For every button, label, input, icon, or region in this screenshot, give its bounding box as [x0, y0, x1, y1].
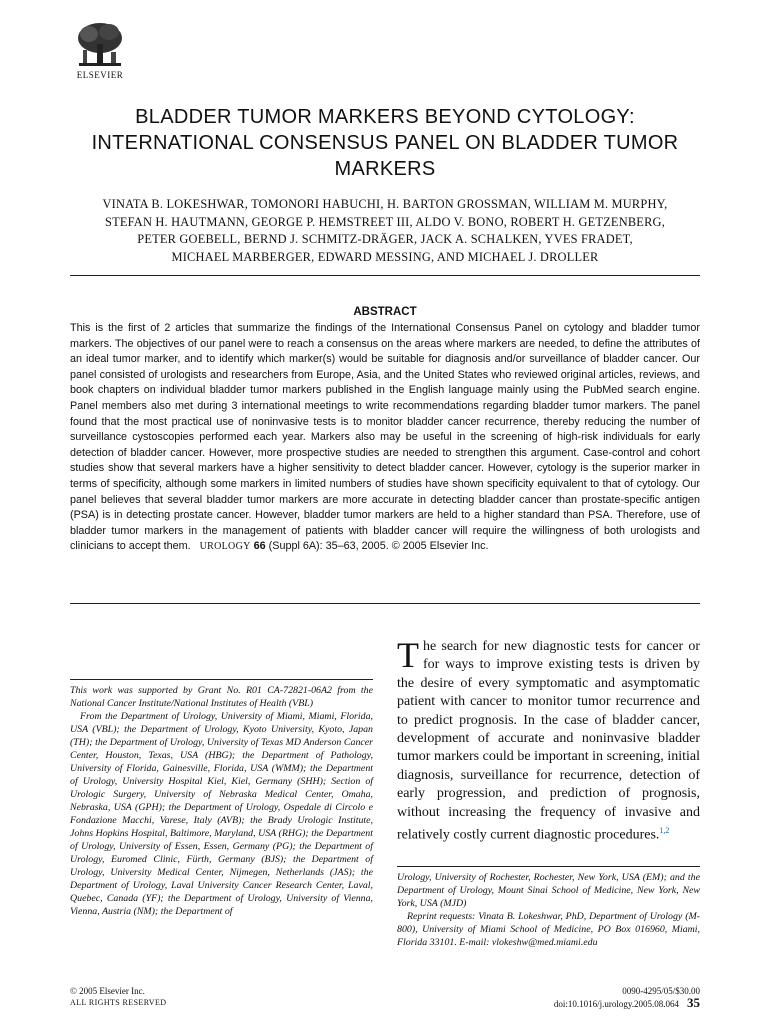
footnotes-left	[70, 684, 373, 918]
abstract-body: This is the first of 2 articles that summarize the findings of the International Consensus Panel on cytology and bladder tumor markers. The objectives of our panel were to reach a consensus on the areas where markers are needed, to define the attributes of an ideal tumor marker, and to identify which marker(s) would be suitable for diagnosis and/or surveillance of bladder cancer. Our panel consisted of urologists and researchers from Europe, Asia, and the United States who reviewed original articles, reviews, and book chapters on individual bladder tumor markers published in the English language mainly using the PubMed search engine. Panel members also met during 3 international meetings to write recommendations regarding bladder tumor markers. The panel found that the most practical use of noninvasive tests is to monitor bladder cancer recurrence, thereby reducing the number of surveillance cystoscopies performed each year. Markers also may be useful in the screening of high-risk individuals for early detection of bladder cancer. However, more prospective studies are needed to strengthen this argument. Case-control and cohort studies show that several markers have a higher sensitivity to detect bladder cancer. However, cytology is the superior marker in terms of specificity, although some markers in limited numbers of studies have shown specificity equivalent to that of cytology. Our panel believes that several bladder tumor markers are more accurate in detecting bladder cancer than prostate-specific antigen (PSA) is in detecting prostate cancer. However, bladder tumor markers are held to a higher standard than PSA. Therefore, use of bladder tumor markers in the management of patients with bladder cancer will require the willingness of both urologists and clinicians to accept them.	[70, 322, 700, 553]
body-text: he search for new diagnostic tests for cancer or for ways to improve existing tests is driven by the desire of every symptomatic and asymptomatic patient with cancer to monitor tumor recurrence and to predict prognosis. In the case of bladder cancer, development of accurate and noninvasive bladder tumor markers could be important in screening, initial diagnosis, surveillance for recurrence, detection of early progression, and prediction of prognosis, without increasing the frequency of invasive and relatively costly current diagnostic procedures.	[397, 639, 700, 843]
abstract-heading: ABSTRACT	[353, 306, 417, 318]
drop-cap: T	[397, 635, 419, 675]
journal-volume: 66	[253, 540, 266, 553]
rights-reserved: ALL RIGHTS RESERVED	[70, 998, 167, 1007]
citation-details: (Suppl 6A): 35–63, 2005. © 2005 Elsevier Inc.	[268, 540, 489, 553]
footnotes-right	[397, 871, 700, 949]
author-line: MICHAEL MARBERGER, EDWARD MESSING, AND MICHAEL J. DROLLER	[171, 249, 599, 264]
publisher-name: ELSEVIER	[76, 70, 124, 80]
affiliations-footnote: From the Department of Urology, University of Miami, Miami, Florida, USA (VBL); the Department of Urology, Kyoto University, Kyoto, Japan (TH); the Department of Urology, University of Texas MD Anderson Cancer Center, Houston, Texas, USA (HBG); the Department of Pathology, University of Florida, Gainesville, Florida, USA (WMM); the Department of Urology, University Hospital Kiel, Kiel, Germany (SHH); Section of Urologic Surgery, University of Nebraska Medical Center, Omaha, Nebraska, USA (GPH); the Department of Urology, Ospedale di Circolo e Fondazione Macchi, Varese, Italy (AVB); the Brady Urologic Institute, Johns Hopkins Hospital, Baltimore, Maryland, USA (RHG); the Department of Urology, University of Essen, Essen, Germany (PG); the Department of Urology, Euromed Clinic, Fürth, Germany (BJS); the Department of Urology, University Medical Center, Nijmegen, Netherlands (JAS); the Department of Urology, Laval University Cancer Research Center, Laval, Quebec, Canada (YF); the Department of Urology, University of Vienna, Vienna, Austria (NM); the Department of	[70, 711, 373, 917]
reference-link[interactable]: 1,2	[659, 826, 670, 836]
author-line: VINATA B. LOKESHWAR, TOMONORI HABUCHI, H. BARTON GROSSMAN, WILLIAM M. MURPHY,	[102, 197, 668, 211]
article-title: BLADDER TUMOR MARKERS BEYOND CYTOLOGY: INTERNATIONAL CONSENSUS PANEL ON BLADDER TUMOR MARKERS	[91, 106, 679, 180]
copyright-block	[70, 985, 166, 1009]
author-list	[70, 196, 700, 266]
publisher-logo	[70, 20, 130, 80]
author-line: PETER GOEBELL, BERND J. SCHMITZ-DRÄGER, JACK A. SCHALKEN, YVES FRADET,	[137, 232, 633, 246]
footnote-divider-left	[70, 679, 373, 680]
author-line: STEFAN H. HAUTMANN, GEORGE P. HEMSTREET III, ALDO V. BONO, ROBERT H. GETZENBERG,	[105, 214, 665, 229]
grant-footnote: This work was supported by Grant No. R01 CA-72821-06A2 from the National Cancer Institute/National Institutes of Health (VBL)	[70, 685, 373, 709]
issn: 0090-4295/05/$30.00	[622, 986, 700, 996]
doi-link[interactable]: doi:10.1016/j.urology.2005.08.064	[553, 999, 679, 1009]
affiliations-continued: Urology, University of Rochester, Rochester, New York, USA (EM); and the Department of Urology, Mount Sinai School of Medicine, New York, New York, USA (MJD)	[397, 872, 700, 909]
page-number: 35	[687, 995, 700, 1010]
body-paragraph	[397, 635, 700, 845]
reprint-requests: Reprint requests: Vinata B. Lokeshwar, PhD, Department of Urology (M-800), University of Miami School of Medicine, PO Box 016960, Miami, Florida 33101. E-mail: vlokeshw@med.miami.edu	[397, 911, 700, 948]
journal-name: UROLOGY	[199, 541, 251, 553]
header-divider	[70, 275, 700, 276]
footnote-divider-right	[397, 866, 700, 867]
abstract-text	[70, 321, 700, 555]
abstract-divider	[70, 603, 700, 604]
elsevier-tree-icon	[75, 20, 125, 68]
doi-block	[480, 985, 700, 1010]
copyright: © 2005 Elsevier Inc.	[70, 986, 145, 996]
